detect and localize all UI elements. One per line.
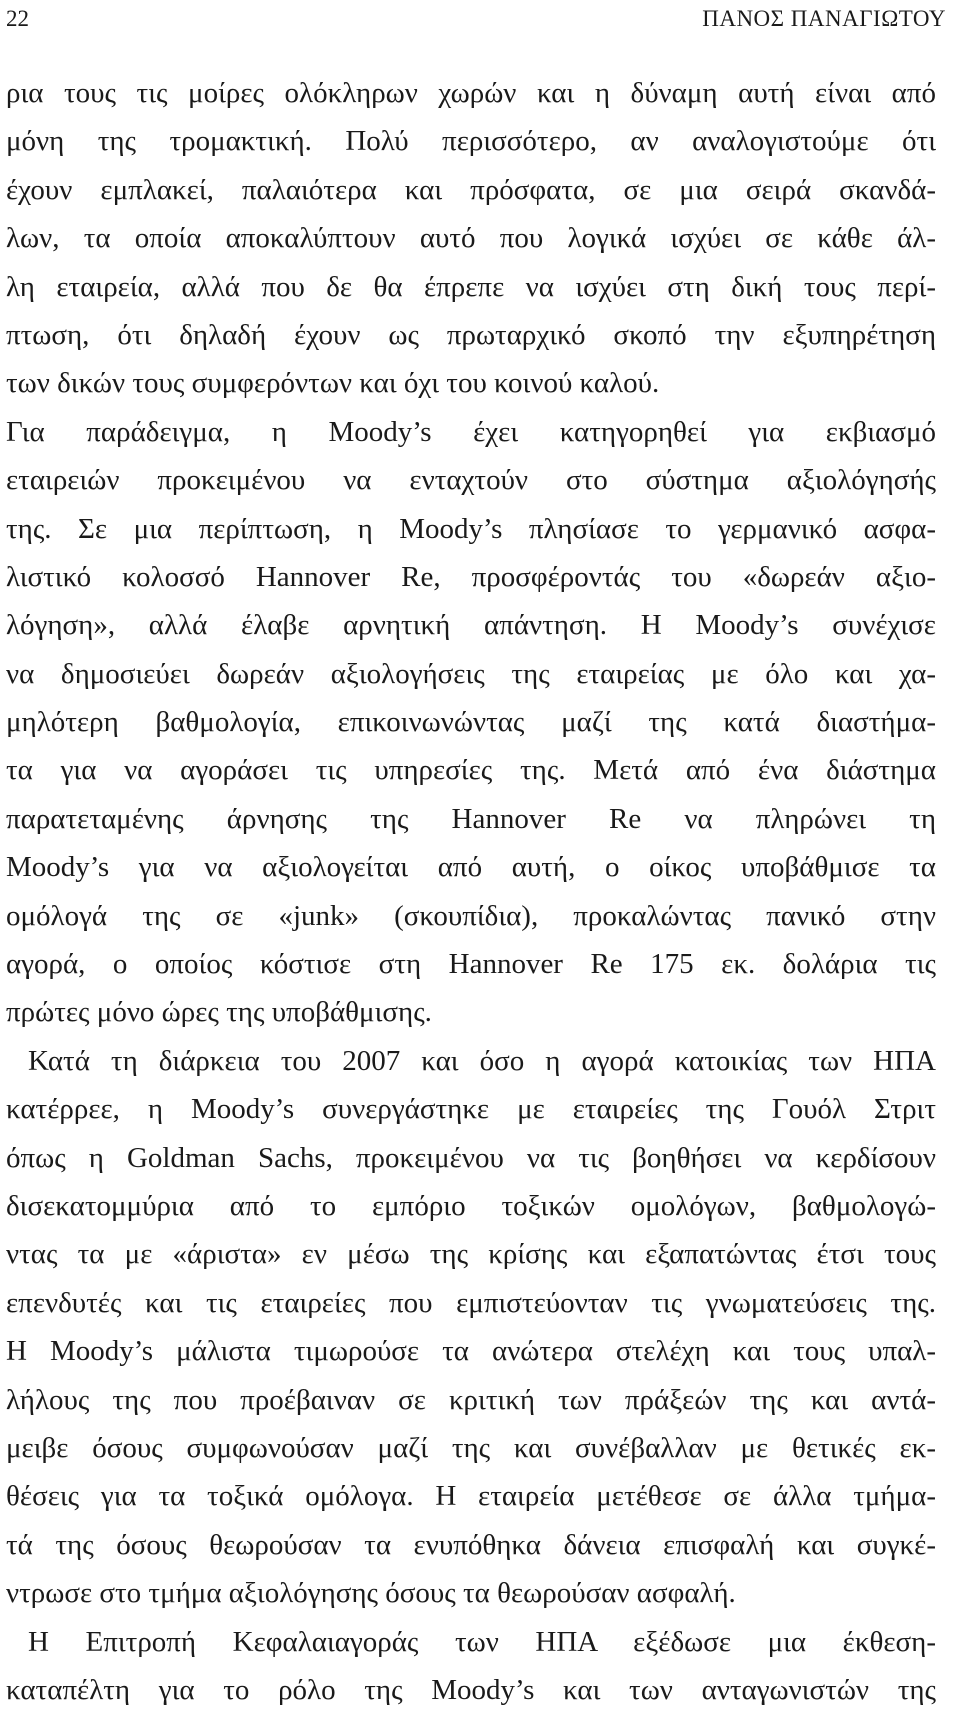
text-line: Moody’s για να αξιολογείται από αυτή, ο οίκος υποβάθμισε τα bbox=[6, 843, 936, 891]
text-line: Η Επιτροπή Κεφαλαιαγοράς των ΗΠΑ εξέδωσε μια έκθεση- bbox=[6, 1618, 936, 1666]
text-line: παρατεταμένης άρνησης της Hannover Re να πληρώνει τη bbox=[6, 795, 936, 843]
text-line: αγορά, ο οποίος κόστισε στη Hannover Re 175 εκ. δολάρια τις bbox=[6, 940, 936, 988]
text-line: τά της όσους θεωρούσαν τα ενυπόθηκα δάνεια επισφαλή και συγκέ- bbox=[6, 1521, 936, 1569]
text-line: ομόλογά της σε «junk» (σκουπίδια), προκαλώντας πανικό στην bbox=[6, 892, 936, 940]
text-line: της. Σε μια περίπτωση, η Moody’s πλησίασε το γερμανικό ασφα- bbox=[6, 505, 936, 553]
text-line: πρώτες μόνο ώρες της υποβάθμισης. bbox=[6, 988, 936, 1036]
text-line: καταπέλτη για το ρόλο της Moody’s και των ανταγωνιστών της bbox=[6, 1666, 936, 1714]
text-line: θέσεις για τα τοξικά ομόλογα. Η εταιρεία μετέθεσε σε άλλα τμήμα- bbox=[6, 1472, 936, 1520]
text-line: λιστικό κολοσσό Hannover Re, προσφέροντάς του «δωρεάν αξιο- bbox=[6, 553, 936, 601]
text-line: ρια τους τις μοίρες ολόκληρων χωρών και η δύναμη αυτή είναι από bbox=[6, 69, 936, 117]
text-line: λόγηση», αλλά έλαβε αρνητική απάντηση. Η Moody’s συνέχισε bbox=[6, 601, 936, 649]
text-line: εταιρειών προκειμένου να ενταχτούν στο σύστημα αξιολόγησής bbox=[6, 456, 936, 504]
text-line: τα για να αγοράσει τις υπηρεσίες της. Μετά από ένα διάστημα bbox=[6, 746, 936, 794]
body-text bbox=[6, 69, 936, 1714]
text-line: μειβε όσους συμφωνούσαν μαζί της και συνέβαλλαν με θετικές εκ- bbox=[6, 1424, 936, 1472]
text-line: κατέρρεε, η Moody’s συνεργάστηκε με εταιρείες της Γουόλ Στριτ bbox=[6, 1085, 936, 1133]
text-line: επενδυτές και τις εταιρείες που εμπιστεύονταν τις γνωματεύσεις της. bbox=[6, 1279, 936, 1327]
paragraph-3 bbox=[6, 1037, 936, 1618]
paragraph-4 bbox=[6, 1618, 936, 1714]
text-line: όπως η Goldman Sachs, προκειμένου να τις βοηθήσει να κερδίσουν bbox=[6, 1134, 936, 1182]
text-line: λων, τα οποία αποκαλύπτουν αυτό που λογικά ισχύει σε κάθε άλ- bbox=[6, 214, 936, 262]
text-line: λη εταιρεία, αλλά που δε θα έπρεπε να ισχύει στη δική τους περί- bbox=[6, 263, 936, 311]
paragraph-1 bbox=[6, 69, 936, 408]
page-number: 22 bbox=[6, 4, 29, 34]
text-line: δισεκατομμύρια από το εμπόριο τοξικών ομολόγων, βαθμολογώ- bbox=[6, 1182, 936, 1230]
running-head-author: ΠΑΝΟΣ ΠΑΝΑΓΙΩΤΟΥ bbox=[702, 4, 946, 34]
text-line: ντρωσε στο τμήμα αξιολόγησης όσους τα θεωρούσαν ασφαλή. bbox=[6, 1569, 936, 1617]
text-line: των δικών τους συμφερόντων και όχι του κοινού καλού. bbox=[6, 359, 936, 407]
text-line: ντας τα με «άριστα» εν μέσω της κρίσης και εξαπατώντας έτσι τους bbox=[6, 1230, 936, 1278]
text-line: Κατά τη διάρκεια του 2007 και όσο η αγορά κατοικίας των ΗΠΑ bbox=[6, 1037, 936, 1085]
text-line: μηλότερη βαθμολογία, επικοινωνώντας μαζί της κατά διαστήμα- bbox=[6, 698, 936, 746]
running-head bbox=[6, 4, 946, 34]
text-line: έχουν εμπλακεί, παλαιότερα και πρόσφατα, σε μια σειρά σκανδά- bbox=[6, 166, 936, 214]
text-line: μόνη της τρομακτική. Πολύ περισσότερο, αν αναλογιστούμε ότι bbox=[6, 117, 936, 165]
text-line: λήλους της που προέβαιναν σε κριτική των πράξεών της και αντά- bbox=[6, 1376, 936, 1424]
text-line: να δημοσιεύει δωρεάν αξιολογήσεις της εταιρείας με όλο και χα- bbox=[6, 650, 936, 698]
text-line: πτωση, ότι δηλαδή έχουν ως πρωταρχικό σκοπό την εξυπηρέτηση bbox=[6, 311, 936, 359]
text-line: Για παράδειγμα, η Moody’s έχει κατηγορηθεί για εκβιασμό bbox=[6, 408, 936, 456]
paragraph-2 bbox=[6, 408, 936, 1037]
text-line: Η Moody’s μάλιστα τιμωρούσε τα ανώτερα στελέχη και τους υπαλ- bbox=[6, 1327, 936, 1375]
